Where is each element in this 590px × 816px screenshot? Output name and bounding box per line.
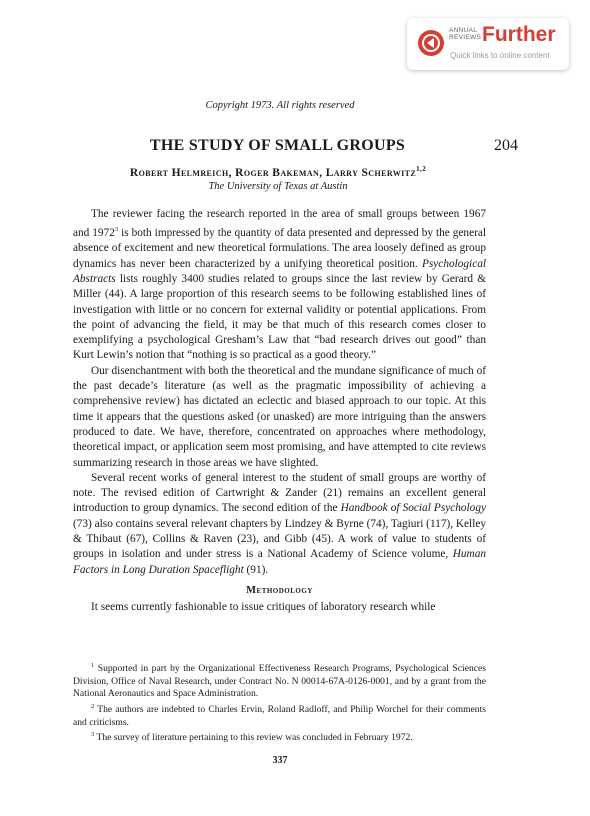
paragraph-4: It seems currently fashionable to issue critiques of laboratory research while [91,601,436,614]
copyright-line: Copyright 1973. All rights reserved [205,100,355,111]
paragraph-1: The reviewer facing the research reported in the area of small groups between 1967 and 1972$^3$ is both impressed by the quantity of data presented and depressed by the general absence of excitement and new theoretical formulations. The area loosely defined as group dynamics has never been characterized by a unifying theoretical position. Psychological Abstracts lists roughly 3400 studies related to groups since the last review by Gerard & Miller (44). A large proportion of this research seems to be following established lines of investigation with little or no concern for external validity or potential applications. From the point of advancing the field, it may be that much of this research comes closer to exemplifying a psychological Gresham’s Law that “bad research drives out good” than Kurt Lewin’s notion that “nothing is so practical as a good theory.” [73,208,486,362]
article-body [73,207,486,615]
page-number: 204 [494,137,518,154]
quick-links-text: Quick links to online content [450,51,550,60]
further-quick-links-badge[interactable] [407,18,569,70]
annual-reviews-wordmark: ANNUAL REVIEWS [449,27,482,41]
affiliation: The University of Texas at Austin [208,181,348,192]
footnote: $^1$ Supported in part by the Organizational Effectiveness Research Programs, Psychological Sciences Division, Office of Naval Research, under Contract No. N 00014-67A-0126-0001, and by a grant from the National Aeronautics and Space Administration. [73,662,486,700]
article-title: THE STUDY OF SMALL GROUPS [149,137,406,154]
paragraph-3: Several recent works of general interest to the student of small groups are worthy of note. The revised edition of Cartwright & Zander (21) remains an excellent general introduction to group dynamics. The second edition of the Handbook of Social Psychology (73) also contains several relevant chapters by Lindzey & Byrne (74), Tagiuri (117), Kelley & Thibaut (67), Collins & Raven (23), and Gibb (45). A work of value to students of groups in isolation and under stress is a National Academy of Science volume, Human Factors in Long Duration Spaceflight (91). [73,471,486,576]
footnote: $^3$ The survey of literature pertaining to this review was concluded in February 1972. [91,731,413,744]
author-list: Robert Helmreich, Roger Bakeman, Larry Scherwitz$^{1,2}$ [129,165,427,179]
further-label: Further [482,23,556,46]
footnote: $^2$ The authors are indebted to Charles Ervin, Roland Radloff, and Philip Worchel for their comments and criticisms. [73,702,486,728]
folio-page-number: 337 [272,755,288,766]
footnotes [73,660,486,745]
section-heading: Methodology [246,584,313,596]
paragraph-2: Our disenchantment with both the theoretical and the mundane significance of much of the past decade’s literature (as well as the pragmatic impossibility of achieving a comprehensive review) has dictated an eclectic and biased approach to our topic. At this time it appears that the questions asked (or unasked) are more intriguing than the answers produced to date. We have, therefore, concentrated on approaches where methodology, theoretical impact, or application seem most promising, and have attempted to cite reviews summarizing research in those areas we have slighted. [73,364,486,469]
annual-reviews-logo-icon [417,29,445,57]
